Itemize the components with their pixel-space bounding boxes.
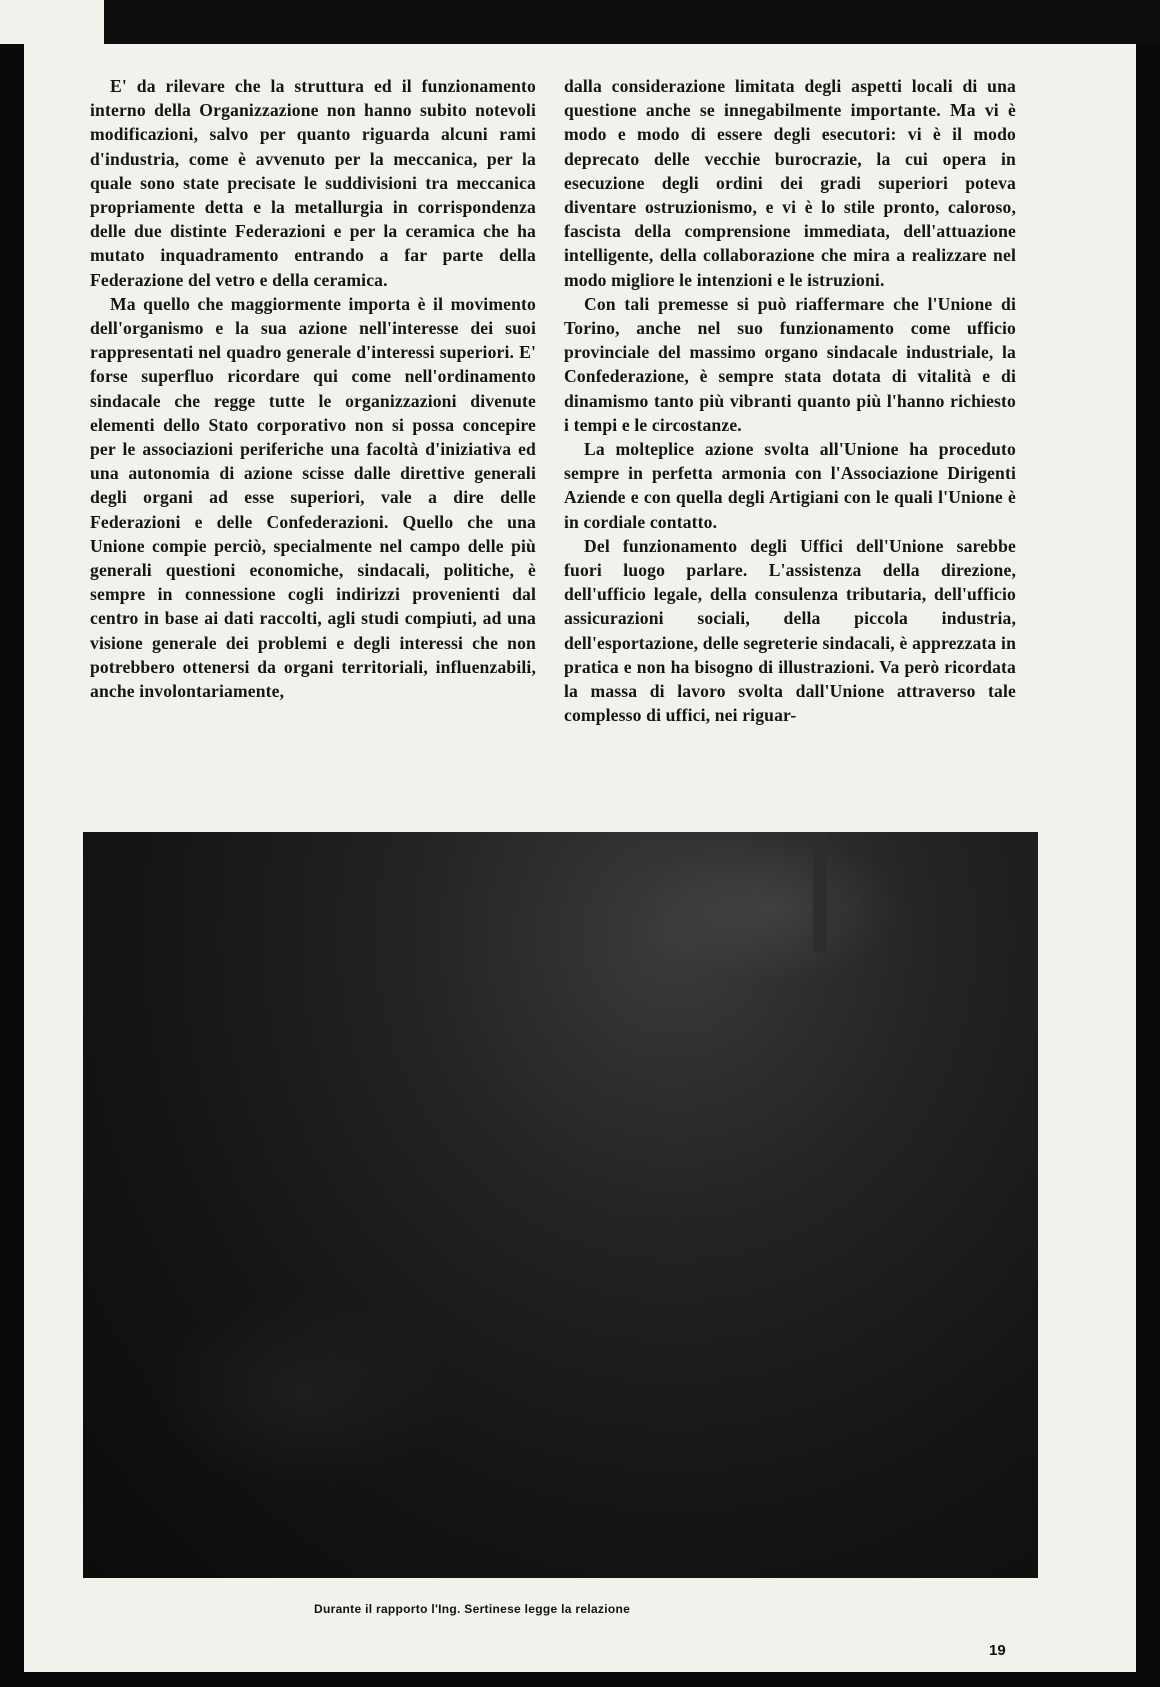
scan-left-border [0,44,24,1687]
scan-top-border [0,0,1160,44]
text-column-right [564,74,1016,727]
paragraph: Ma quello che maggiormente importa è il movimento dell'organismo e la sua azione nell'interesse dei suoi rappresentati nel quadro generale d'interessi superiori. E' forse superfluo ricordare qui come nell'ordinamento sindacale che regge tutte le organizzazioni divenute elementi dello Stato corporativo non si possa concepire per le associazioni periferiche una facoltà d'iniziativa ed una autonomia di azione scisse dalle direttive generali degli organi ad esse superiori, vale a dire delle Federazioni e delle Confederazioni. Quello che una Unione compie perciò, specialmente nel campo delle più generali questioni economiche, sindacali, politiche, è sempre in connessione cogli indirizzi provenienti dal centro in base ai dati raccolti, agli studi compiuti, ad una visione generale dei problemi e degli interessi che non potrebbero ottenersi da organi territoriali, influenzabili, anche involontariamente, [90,293,536,702]
scan-right-border [1136,44,1160,1687]
photo-figure-highlight [153,1292,453,1492]
photo-caption: Durante il rapporto l'Ing. Sertinese legge la relazione [314,1602,631,1616]
meeting-photograph [83,832,1038,1578]
paragraph: Con tali premesse si può riaffermare che l'Unione di Torino, anche nel suo funzionamento come ufficio provinciale del massimo organo sindacale industriale, la Confederazione, è sempre stata dotata di vitalità e di dinamismo tanto più vibranti quanto più l'hanno richiesto i tempi e le circostanze. [564,293,1016,435]
scan-corner-light [0,0,104,44]
paragraph: La molteplice azione svolta all'Unione ha proceduto sempre in perfetta armonia con l'Associazione Dirigenti Aziende e con quella degli Artigiani con le quali l'Unione è in cordiale contatto. [564,439,1016,532]
photo-highlight [643,832,903,982]
paragraph: Del funzionamento degli Uffici dell'Unione sarebbe fuori luogo parlare. L'assistenza della direzione, dell'ufficio legale, della consulenza tributaria, dell'ufficio assicurazioni sociali, della piccola industria, dell'esportazione, delle segreterie sindacali, è apprezzata in pratica e non ha bisogno di illustrazioni. Va però ricordata la massa di lavoro svolta dall'Unione attraverso tale complesso di uffici, nei riguar- [564,535,1016,726]
text-column-left [90,74,536,703]
photo-flagpole [813,832,827,952]
scan-bottom-border [0,1672,1160,1687]
page-sheet [24,44,1136,1672]
paragraph: E' da rilevare che la struttura ed il funzionamento interno della Organizzazione non hanno subito notevoli modificazioni, salvo per quanto riguarda alcuni rami d'industria, come è avvenuto per la meccanica, per la quale sono state precisate le suddivisioni tra meccanica propriamente detta e la metallurgia in corrispondenza delle due distinte Federazioni e per la ceramica che ha mutato inquadramento entrando a far parte della Federazione del vetro e della ceramica. [90,76,536,290]
paragraph-continued: dalla considerazione limitata degli aspetti locali di una questione anche se innegabilmente importante. Ma vi è modo e modo di essere degli esecutori: vi è il modo deprecato delle vecchie burocrazie, la cui opera in esecuzione degli ordini dei gradi superiori poteva diventare ostruzionismo, e vi è lo stile pronto, caloroso, fascista della comprensione immediata, dell'attuazione intelligente, della collaborazione che mira a realizzare nel modo migliore le intenzioni e le istruzioni. [564,76,1016,290]
page-number: 19 [989,1642,1006,1659]
